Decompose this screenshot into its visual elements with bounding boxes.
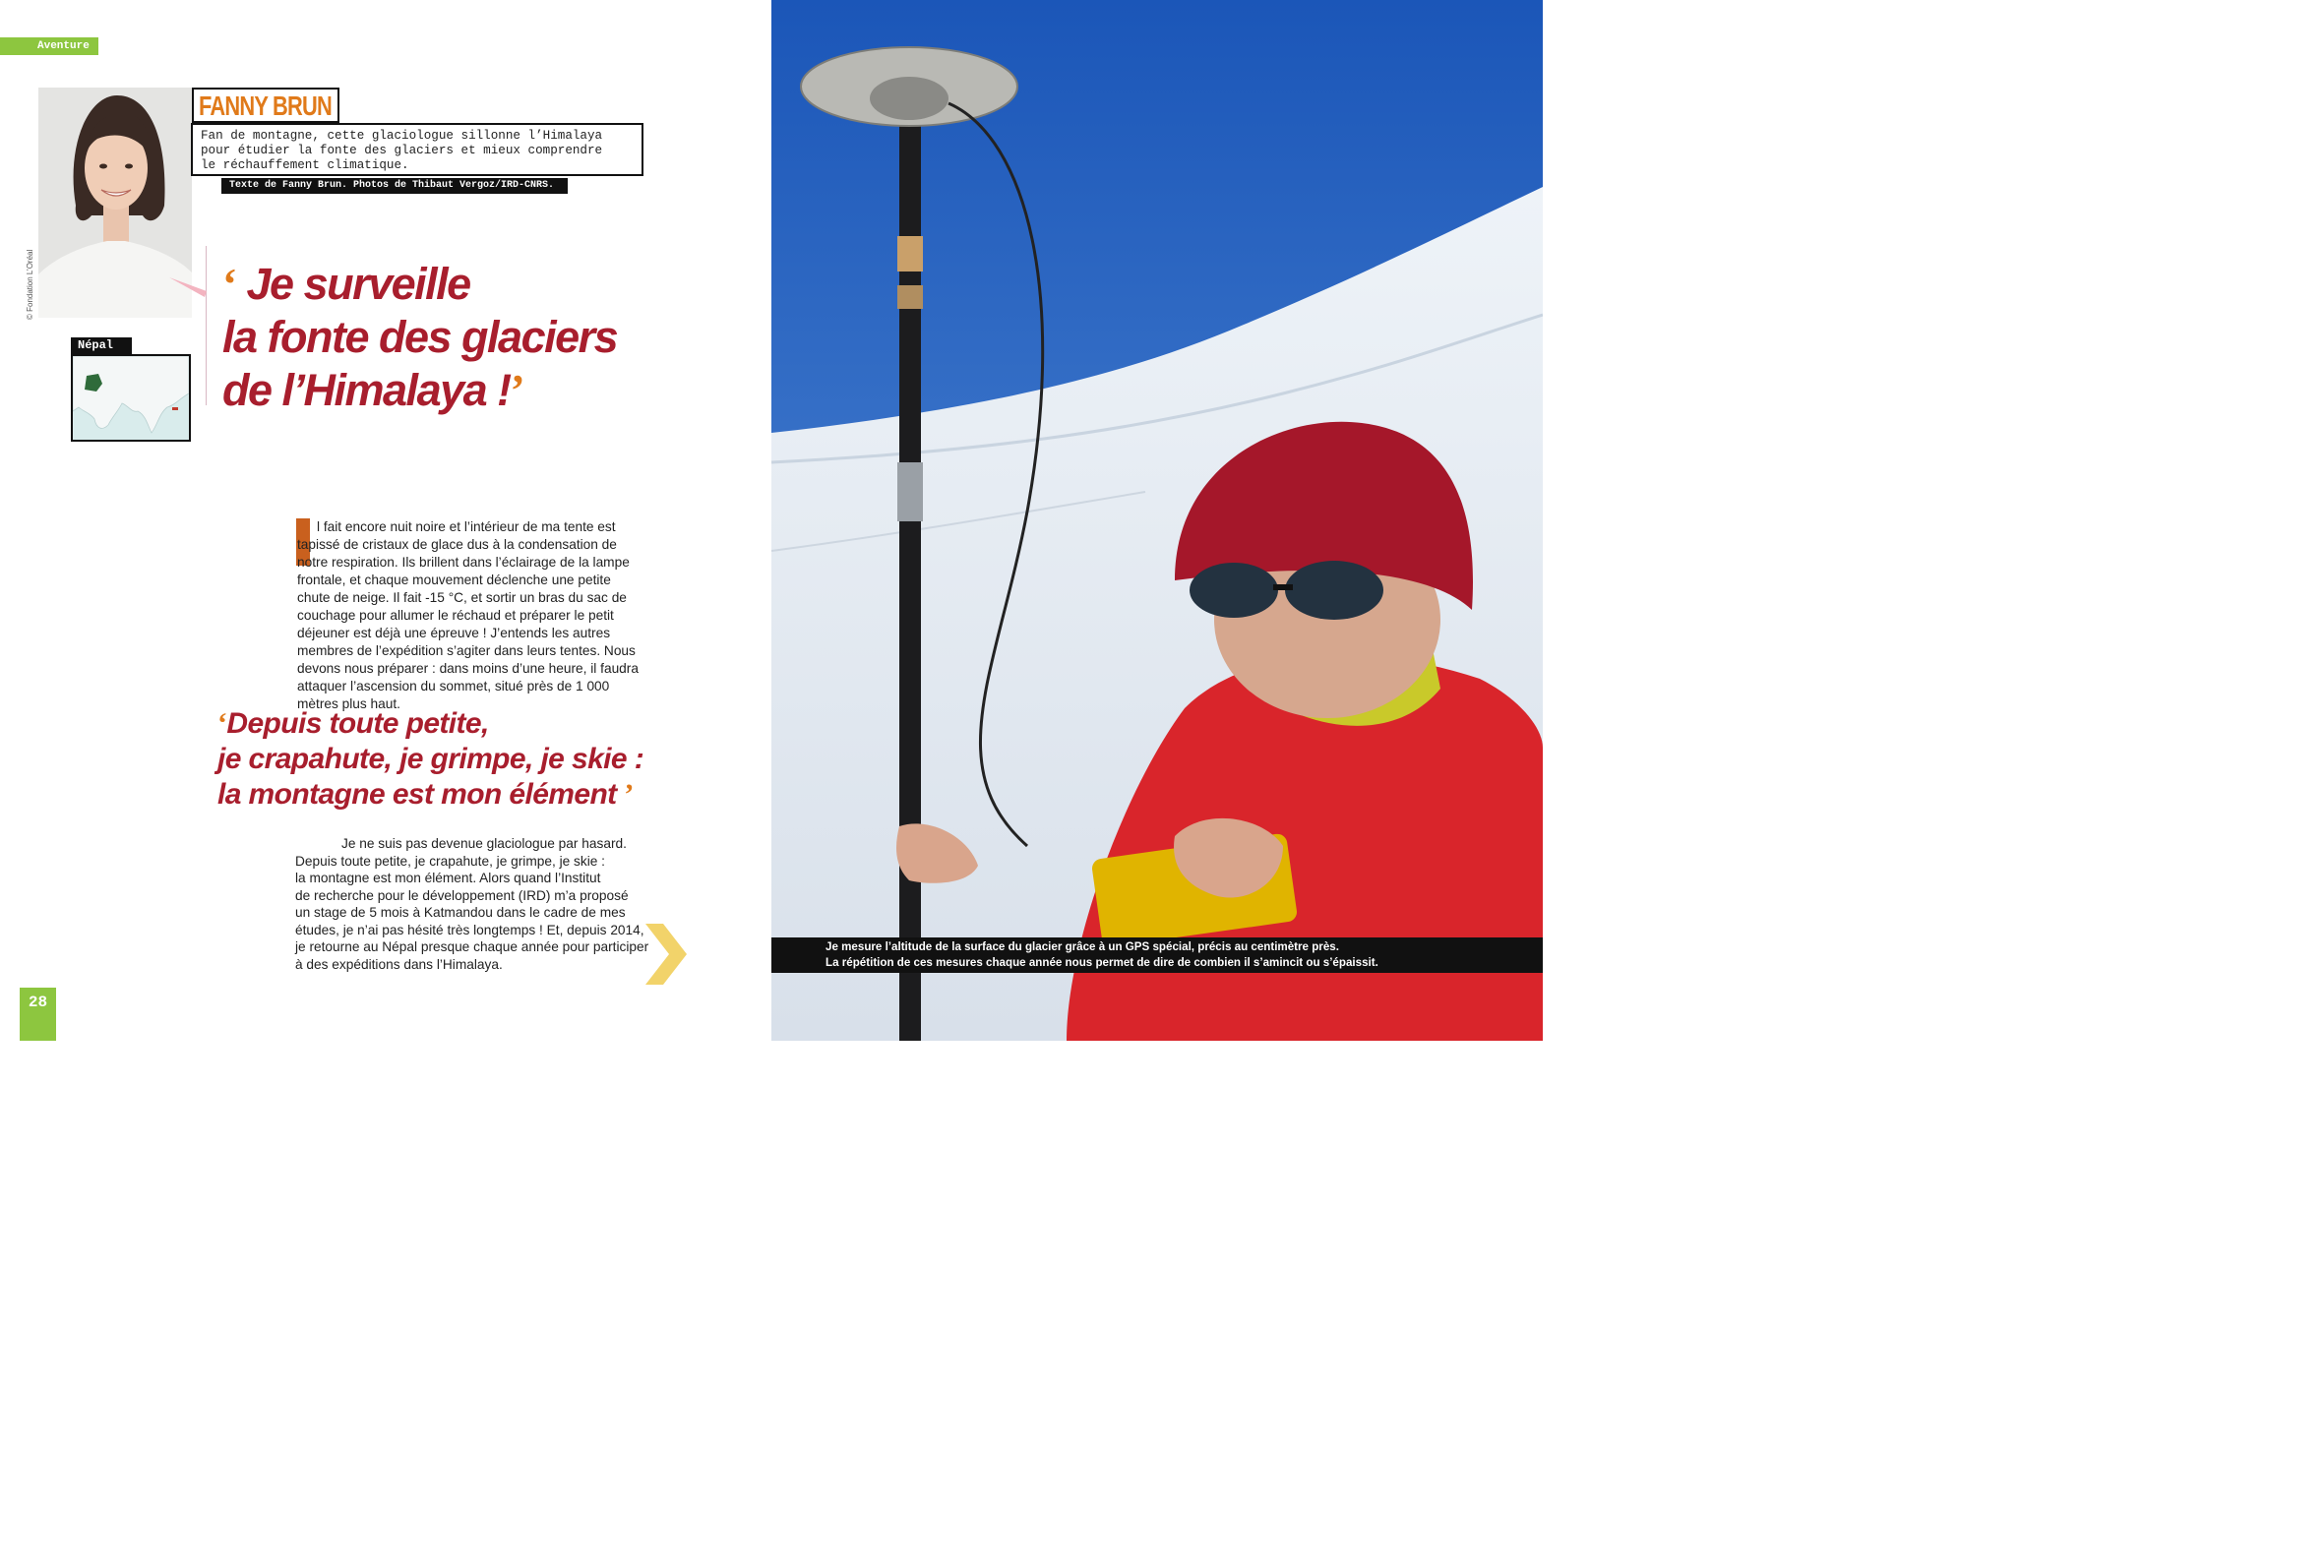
body-line: de recherche pour le développement (IRD) m’a proposé — [295, 887, 629, 903]
locator-map — [71, 354, 191, 442]
world-map-illustration — [73, 356, 189, 440]
headline — [222, 258, 617, 417]
photo-caption — [771, 937, 1543, 973]
body-line: Je ne suis pas devenue glaciologue par hasard. — [341, 836, 627, 851]
divider — [206, 246, 207, 405]
close-quote-mark: ’ — [624, 778, 634, 811]
close-quote-mark: ’ — [510, 366, 524, 415]
open-quote-mark: ‘ — [222, 260, 236, 309]
glacier-photo-illustration — [771, 0, 1543, 1041]
body-line: la montagne est mon élément. Alors quand l’Institut — [295, 871, 601, 885]
page-number: 28 — [20, 988, 56, 1041]
body-line: je retourne au Népal presque chaque année pour participer — [295, 939, 649, 954]
body-line: Depuis toute petite, je crapahute, je grimpe, je skie : — [295, 853, 605, 869]
pull-quote-line: je crapahute, je grimpe, je skie : — [217, 743, 644, 775]
caption-line: Je mesure l’altitude de la surface du glacier grâce à un GPS spécial, précis au centimètre près. — [826, 940, 1339, 953]
profile-name: FANNY BRUN — [199, 90, 332, 121]
body-line: études, je n’ai pas hésité très longtemps ! Et, depuis 2014, — [295, 922, 644, 937]
body-line: à des expéditions dans l’Himalaya. — [295, 956, 503, 972]
caption-line: La répétition de ces mesures chaque année nous permet de dire de combien il s’amincit ou s’épaissit. — [826, 956, 1378, 969]
headline-line: de l’Himalaya !’ — [222, 365, 524, 415]
intro-box — [191, 123, 643, 176]
intro-line: pour étudier la fonte des glaciers et mieux comprendre — [201, 144, 603, 157]
pull-quote — [217, 706, 643, 813]
main-photo — [771, 0, 1543, 1041]
chevron-right-icon — [642, 920, 689, 989]
map-label: Népal — [71, 337, 132, 354]
intro-line: Fan de montagne, cette glaciologue sillonne l’Himalaya — [201, 129, 603, 143]
open-quote-mark: ‘ — [217, 707, 227, 740]
headline-line: ‘ Je surveille — [222, 259, 470, 309]
headline-line: la fonte des glaciers — [222, 312, 618, 362]
photo-credit: © Fondation L’Oréal — [26, 249, 34, 320]
body-paragraph-2 — [295, 835, 649, 973]
section-tab: Aventure — [0, 37, 98, 55]
body-paragraph-1: l fait encore nuit noire et l’intérieur de ma tente est tapissé de cristaux de glace dus à la condensation de notre respiration. Ils brillent dans l’éclairage de la lampe frontale, et chaque mouvement déclenche une petite chute de neige. Il fait -15 °C, et sortir un bras du sac de couchage pour allumer le réchaud et préparer le petit déjeuner est déjà une épreuve ! J’entends les autres membres de l’expédition s’agiter dans leurs tentes. Nous devons nous préparer : dans moins d’une heure, il faudra attaquer l’ascension du sommet, situé près de 1 000 mètres plus haut. — [297, 519, 639, 711]
pull-quote-line: la montagne est mon élément ’ — [217, 778, 634, 811]
intro-line: le réchauffement climatique. — [201, 158, 409, 172]
body-line: un stage de 5 mois à Katmandou dans le cadre de mes — [295, 905, 626, 920]
byline: Texte de Fanny Brun. Photos de Thibaut Vergoz/IRD-CNRS. — [221, 178, 568, 194]
pull-quote-line: ‘Depuis toute petite, — [217, 707, 489, 740]
speech-pointer — [169, 277, 209, 299]
